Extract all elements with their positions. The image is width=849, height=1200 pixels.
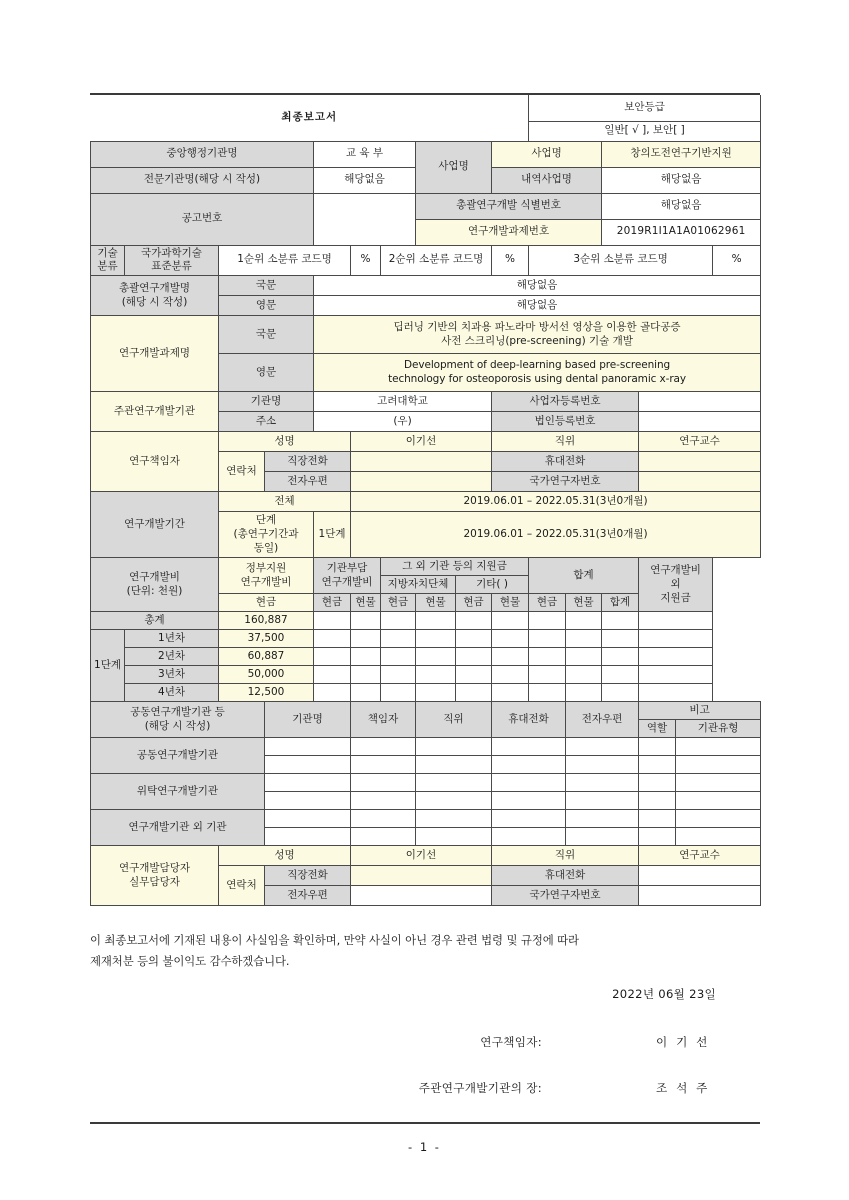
contact-email-value bbox=[351, 886, 492, 906]
budget-local-inkind-value bbox=[416, 612, 456, 630]
period-stage-line3: 동일) bbox=[253, 541, 279, 554]
contact-contact-label: 연락처 bbox=[219, 866, 265, 906]
budget-local-inkind-value bbox=[416, 648, 456, 666]
partner-position-value bbox=[416, 756, 492, 774]
budget-inst-line2: 연구개발비 bbox=[321, 575, 373, 588]
project-name-korean-label: 국문 bbox=[219, 316, 314, 354]
contact-researcher-no-label: 국가연구자번호 bbox=[492, 886, 639, 906]
national-std-classification-label bbox=[125, 245, 219, 276]
partner-mobile-value bbox=[492, 774, 566, 792]
partner-inst-type-value bbox=[676, 756, 761, 774]
pi-researcher-no-value bbox=[639, 472, 761, 492]
budget-inst-inkind-value bbox=[351, 666, 381, 684]
budget-etc-inkind-value bbox=[492, 630, 529, 648]
partner-role-value bbox=[639, 828, 676, 846]
partner-inst-name-value bbox=[265, 810, 351, 828]
tech-rank1-percent-label: % bbox=[351, 245, 381, 276]
project-name-korean-value bbox=[314, 316, 761, 354]
host-institution-label: 주관연구개발기관 bbox=[91, 392, 219, 432]
project-name-label: 연구개발과제명 bbox=[91, 316, 219, 392]
tech-class-line2: 분류 bbox=[97, 260, 118, 273]
budget-gov-line2: 연구개발비 bbox=[240, 575, 292, 588]
partner-inst-name-value bbox=[265, 792, 351, 810]
budget-outside-label bbox=[639, 558, 713, 612]
budget-total-cash-value bbox=[529, 666, 566, 684]
budget-etc-inkind-value bbox=[492, 612, 529, 630]
budget-total-inkind-value bbox=[566, 630, 602, 648]
partner-position-label: 직위 bbox=[416, 702, 492, 738]
announcement-no-label: 공고번호 bbox=[91, 193, 314, 245]
budget-outside-value bbox=[639, 648, 713, 666]
bottom-rule bbox=[90, 1122, 760, 1124]
declaration-line2: 제재처분 등의 불이익도 감수하겠습니다. bbox=[90, 954, 290, 969]
budget-etc-cash-value bbox=[456, 648, 492, 666]
budget-outside-value bbox=[639, 612, 713, 630]
overall-rnd-name-line2: (해당 시 작성) bbox=[121, 295, 188, 308]
project-name-english-line2: technology for osteoporosis using dental panoramic x-ray bbox=[388, 372, 687, 385]
budget-etc-cash-value bbox=[456, 612, 492, 630]
budget-etc-inkind-value bbox=[492, 684, 529, 702]
partner-position-value bbox=[416, 738, 492, 756]
overall-rnd-name-label bbox=[91, 276, 219, 316]
partner-inst-type-value bbox=[676, 792, 761, 810]
overall-rnd-name-line1: 총괄연구개발명 bbox=[118, 281, 190, 294]
overall-rnd-id-label: 총괄연구개발 식별번호 bbox=[416, 193, 602, 219]
partner-mobile-label: 휴대전화 bbox=[492, 702, 566, 738]
central-agency-label: 중앙행정기관명 bbox=[91, 141, 314, 167]
signature-pi-label: 연구책임자: bbox=[480, 1035, 542, 1049]
partner-position-value bbox=[416, 828, 492, 846]
sub-program-label: 내역사업명 bbox=[492, 167, 602, 193]
page-title: 최종보고서 bbox=[91, 95, 529, 141]
partner-inst-name-value bbox=[265, 828, 351, 846]
partner-inst-type-value bbox=[676, 774, 761, 792]
budget-inst-inkind-value bbox=[351, 648, 381, 666]
budget-label-line1: 연구개발비 bbox=[129, 570, 180, 583]
partner-position-value bbox=[416, 774, 492, 792]
pi-email-label: 전자우편 bbox=[265, 472, 351, 492]
program-name-label: 사업명 bbox=[492, 141, 602, 167]
partner-mobile-value bbox=[492, 738, 566, 756]
signature-pi-name: 이 기 선 bbox=[656, 1035, 710, 1049]
partner-inst-name-value bbox=[265, 774, 351, 792]
budget-inst-cash-value bbox=[314, 666, 351, 684]
budget-gov-cash-value: 160,887 bbox=[219, 612, 314, 630]
budget-inst-inkind-value bbox=[351, 612, 381, 630]
budget-gov-cash-label: 현금 bbox=[219, 594, 314, 612]
partner-role-label: 역할 bbox=[639, 720, 676, 738]
partner-manager-value bbox=[351, 810, 416, 828]
partner-remark-label: 비고 bbox=[639, 702, 761, 720]
contact-person-label bbox=[91, 846, 219, 906]
budget-stage-group-label: 1단계 bbox=[91, 630, 125, 702]
budget-total-cash-value bbox=[529, 612, 566, 630]
specialized-agency-value: 해당없음 bbox=[314, 167, 416, 193]
budget-gov-line1: 정부지원 bbox=[245, 561, 287, 574]
pi-email-value bbox=[351, 472, 492, 492]
budget-total-group-label: 합계 bbox=[529, 558, 639, 594]
partner-inst-name-value bbox=[265, 756, 351, 774]
partner-email-value bbox=[566, 792, 639, 810]
budget-local-cash-value bbox=[381, 684, 416, 702]
tech-rank3-label: 3순위 소분류 코드명 bbox=[529, 245, 713, 276]
budget-inst-cash-value bbox=[314, 612, 351, 630]
contact-email-label: 전자우편 bbox=[265, 886, 351, 906]
partner-email-label: 전자우편 bbox=[566, 702, 639, 738]
overall-rnd-id-value: 해당없음 bbox=[602, 193, 761, 219]
partner-group-name: 위탁연구개발기관 bbox=[91, 774, 265, 810]
security-grade-label: 보안등급 bbox=[529, 95, 761, 121]
partner-inst-name-value bbox=[265, 738, 351, 756]
budget-inst-cash-label: 현금 bbox=[314, 594, 351, 612]
partner-position-value bbox=[416, 810, 492, 828]
contact-office-phone-value bbox=[351, 866, 492, 886]
period-stage-label bbox=[219, 512, 314, 558]
overall-rnd-korean-value: 해당없음 bbox=[314, 276, 761, 296]
budget-outside-value bbox=[639, 684, 713, 702]
period-total-value: 2019.06.01 – 2022.05.31(3년0개월) bbox=[351, 492, 761, 512]
specialized-agency-label: 전문기관명(해당 시 작성) bbox=[91, 167, 314, 193]
partner-email-value bbox=[566, 756, 639, 774]
pi-contact-label: 연락처 bbox=[219, 452, 265, 492]
contact-person-line1: 연구개발담당자 bbox=[118, 861, 190, 874]
partner-manager-value bbox=[351, 792, 416, 810]
pi-office-phone-value bbox=[351, 452, 492, 472]
budget-local-inkind-value bbox=[416, 666, 456, 684]
budget-outside-line3: 지원금 bbox=[660, 591, 691, 604]
budget-total-cash-label: 현금 bbox=[529, 594, 566, 612]
contact-mobile-value bbox=[639, 866, 761, 886]
budget-etc-inkind-value bbox=[492, 666, 529, 684]
budget-total-sum-value bbox=[602, 630, 639, 648]
budget-total-inkind-label: 현물 bbox=[566, 594, 602, 612]
period-stage1-label: 1단계 bbox=[314, 512, 351, 558]
tech-rank1-label: 1순위 소분류 코드명 bbox=[219, 245, 351, 276]
budget-inst-inkind-value bbox=[351, 630, 381, 648]
budget-inst-line1: 기관부담 bbox=[326, 561, 368, 574]
budget-etc-inkind-label: 현물 bbox=[492, 594, 529, 612]
budget-local-cash-value bbox=[381, 612, 416, 630]
partner-role-value bbox=[639, 792, 676, 810]
partner-email-value bbox=[566, 774, 639, 792]
budget-outside-value bbox=[639, 666, 713, 684]
budget-local-cash-value bbox=[381, 630, 416, 648]
partner-manager-label: 책임자 bbox=[351, 702, 416, 738]
budget-gov-cash-value: 50,000 bbox=[219, 666, 314, 684]
tech-rank3-percent-label: % bbox=[713, 245, 761, 276]
budget-total-cash-value bbox=[529, 648, 566, 666]
project-no-label: 연구개발과제번호 bbox=[416, 219, 602, 245]
project-name-english-value bbox=[314, 354, 761, 392]
sub-program-value: 해당없음 bbox=[602, 167, 761, 193]
pi-mobile-label: 휴대전화 bbox=[492, 452, 639, 472]
partner-mobile-value bbox=[492, 792, 566, 810]
tech-classification-label bbox=[91, 245, 125, 276]
budget-etc-cash-label: 현금 bbox=[456, 594, 492, 612]
budget-etc-inkind-value bbox=[492, 648, 529, 666]
partner-group-name: 공동연구개발기관 bbox=[91, 738, 265, 774]
partner-group-name: 연구개발기관 외 기관 bbox=[91, 810, 265, 846]
tech-rank2-percent-label: % bbox=[492, 245, 529, 276]
budget-local-cash-label: 현금 bbox=[381, 594, 416, 612]
budget-local-cash-value bbox=[381, 666, 416, 684]
budget-inst-cash-value bbox=[314, 630, 351, 648]
page-number: - 1 - bbox=[408, 1140, 441, 1154]
partner-manager-value bbox=[351, 756, 416, 774]
partner-mobile-value bbox=[492, 756, 566, 774]
contact-name-label: 성명 bbox=[219, 846, 351, 866]
budget-total-inkind-value bbox=[566, 648, 602, 666]
budget-total-inkind-value bbox=[566, 666, 602, 684]
budget-inst-cash-value bbox=[314, 684, 351, 702]
pi-name-value: 이기선 bbox=[351, 432, 492, 452]
period-stage-line1: 단계 bbox=[255, 513, 277, 526]
period-total-label: 전체 bbox=[219, 492, 351, 512]
program-name-value: 창의도전연구기반지원 bbox=[602, 141, 761, 167]
principal-investigator-label: 연구책임자 bbox=[91, 432, 219, 492]
budget-gov-cash-value: 37,500 bbox=[219, 630, 314, 648]
contact-mobile-label: 휴대전화 bbox=[492, 866, 639, 886]
host-institution-name-value: 고려대학교 bbox=[314, 392, 492, 412]
partner-manager-value bbox=[351, 774, 416, 792]
signature-head-name: 조 석 주 bbox=[656, 1081, 710, 1095]
project-name-english-label: 영문 bbox=[219, 354, 314, 392]
pi-name-label: 성명 bbox=[219, 432, 351, 452]
budget-total-sum-value bbox=[602, 684, 639, 702]
budget-local-cash-value bbox=[381, 648, 416, 666]
budget-total-sum-value bbox=[602, 666, 639, 684]
partner-role-value bbox=[639, 774, 676, 792]
overall-rnd-english-value: 해당없음 bbox=[314, 296, 761, 316]
partner-inst-name-label: 기관명 bbox=[265, 702, 351, 738]
budget-total-sum-value bbox=[602, 648, 639, 666]
budget-etc-cash-value bbox=[456, 666, 492, 684]
host-institution-address-value: (우) bbox=[314, 412, 492, 432]
pi-researcher-no-label: 국가연구자번호 bbox=[492, 472, 639, 492]
corporate-registration-value bbox=[639, 412, 761, 432]
signature-date: 2022년 06월 23일 bbox=[612, 987, 716, 1001]
std-class-line1: 국가과학기술 bbox=[141, 246, 202, 259]
tech-class-line1: 기술 bbox=[97, 246, 118, 259]
partner-inst-type-value bbox=[676, 828, 761, 846]
tech-rank2-label: 2순위 소분류 코드명 bbox=[381, 245, 492, 276]
budget-row-name: 총계 bbox=[91, 612, 219, 630]
overall-rnd-english-label: 영문 bbox=[219, 296, 314, 316]
partner-inst-type-label: 기관유형 bbox=[676, 720, 761, 738]
budget-label-line2: (단위: 천원) bbox=[126, 584, 183, 597]
partner-email-value bbox=[566, 810, 639, 828]
budget-etc-cash-value bbox=[456, 684, 492, 702]
contact-position-value: 연구교수 bbox=[639, 846, 761, 866]
signature-head-label: 주관연구개발기관의 장: bbox=[418, 1081, 542, 1095]
budget-total-cash-value bbox=[529, 630, 566, 648]
budget-local-gov-label: 지방자치단체 bbox=[381, 576, 456, 594]
partner-inst-type-value bbox=[676, 810, 761, 828]
partner-role-value bbox=[639, 810, 676, 828]
partner-manager-value bbox=[351, 828, 416, 846]
declaration-line1: 이 최종보고서에 기재된 내용이 사실임을 확인하며, 만약 사실이 아닌 경우 관련 법령 및 규정에 따라 bbox=[90, 933, 579, 947]
budget-local-inkind-value bbox=[416, 630, 456, 648]
budget-institution-label bbox=[314, 558, 381, 594]
host-institution-address-label: 주소 bbox=[219, 412, 314, 432]
budget-inst-cash-value bbox=[314, 648, 351, 666]
budget-etc-cash-value bbox=[456, 630, 492, 648]
pi-mobile-value bbox=[639, 452, 761, 472]
budget-outside-line1: 연구개발비 bbox=[650, 563, 701, 576]
business-registration-label: 사업자등록번호 bbox=[492, 392, 639, 412]
partner-email-value bbox=[566, 738, 639, 756]
partner-email-value bbox=[566, 828, 639, 846]
overall-rnd-korean-label: 국문 bbox=[219, 276, 314, 296]
budget-row-name: 4년차 bbox=[125, 684, 219, 702]
std-class-line2: 표준분류 bbox=[151, 260, 192, 273]
budget-outside-line2: 외 bbox=[670, 577, 681, 590]
budget-row-name: 2년차 bbox=[125, 648, 219, 666]
contact-name-value: 이기선 bbox=[351, 846, 492, 866]
business-registration-value bbox=[639, 392, 761, 412]
budget-local-inkind-value bbox=[416, 684, 456, 702]
budget-row-name: 3년차 bbox=[125, 666, 219, 684]
period-stage-line2: (총연구기간과 bbox=[233, 527, 299, 540]
central-agency-value: 교 육 부 bbox=[314, 141, 416, 167]
budget-total-sum-value bbox=[602, 612, 639, 630]
budget-inst-inkind-value bbox=[351, 684, 381, 702]
budget-total-inkind-value bbox=[566, 612, 602, 630]
budget-total-sum-label: 합계 bbox=[602, 594, 639, 612]
budget-gov-cash-value: 12,500 bbox=[219, 684, 314, 702]
contact-person-line2: 실무담당자 bbox=[129, 875, 180, 888]
program-group-label: 사업명 bbox=[416, 141, 492, 193]
budget-total-inkind-value bbox=[566, 684, 602, 702]
budget-total-cash-value bbox=[529, 684, 566, 702]
pi-office-phone-label: 직장전화 bbox=[265, 452, 351, 472]
partner-mobile-value bbox=[492, 810, 566, 828]
partners-label bbox=[91, 702, 265, 738]
budget-etc-label: 기타( ) bbox=[456, 576, 529, 594]
budget-gov-label bbox=[219, 558, 314, 594]
contact-office-phone-label: 직장전화 bbox=[265, 866, 351, 886]
pi-position-label: 직위 bbox=[492, 432, 639, 452]
pi-position-value: 연구교수 bbox=[639, 432, 761, 452]
cover-info-table bbox=[90, 95, 761, 906]
partner-inst-type-value bbox=[676, 738, 761, 756]
budget-row-name: 1년차 bbox=[125, 630, 219, 648]
announcement-no-value bbox=[314, 193, 416, 245]
contact-researcher-no-value bbox=[639, 886, 761, 906]
budget-inst-inkind-label: 현물 bbox=[351, 594, 381, 612]
partner-manager-value bbox=[351, 738, 416, 756]
contact-position-label: 직위 bbox=[492, 846, 639, 866]
project-name-korean-line2: 사전 스크리닝(pre-screening) 기술 개발 bbox=[441, 334, 633, 347]
security-grade-value: 일반[ √ ], 보안[ ] bbox=[529, 121, 761, 141]
host-institution-name-label: 기관명 bbox=[219, 392, 314, 412]
budget-outside-value bbox=[639, 630, 713, 648]
partner-role-value bbox=[639, 756, 676, 774]
partner-position-value bbox=[416, 792, 492, 810]
partner-mobile-value bbox=[492, 828, 566, 846]
period-label: 연구개발기간 bbox=[91, 492, 219, 558]
declaration-text bbox=[90, 930, 762, 972]
project-name-korean-line1: 딥러닝 기반의 치과용 파노라마 방서선 영상을 이용한 골다공증 bbox=[393, 320, 681, 333]
budget-local-inkind-label: 현물 bbox=[416, 594, 456, 612]
partners-label-line1: 공동연구개발기관 등 bbox=[130, 705, 225, 718]
project-name-english-line1: Development of deep-learning based pre-screening bbox=[404, 358, 671, 371]
budget-other-group-label: 그 외 기관 등의 지원금 bbox=[381, 558, 529, 576]
partners-label-line2: (해당 시 작성) bbox=[144, 719, 211, 732]
partner-role-value bbox=[639, 738, 676, 756]
budget-gov-cash-value: 60,887 bbox=[219, 648, 314, 666]
budget-label bbox=[91, 558, 219, 612]
project-no-value: 2019R1I1A1A01062961 bbox=[602, 219, 761, 245]
corporate-registration-label: 법인등록번호 bbox=[492, 412, 639, 432]
period-stage1-value: 2019.06.01 – 2022.05.31(3년0개월) bbox=[351, 512, 761, 558]
